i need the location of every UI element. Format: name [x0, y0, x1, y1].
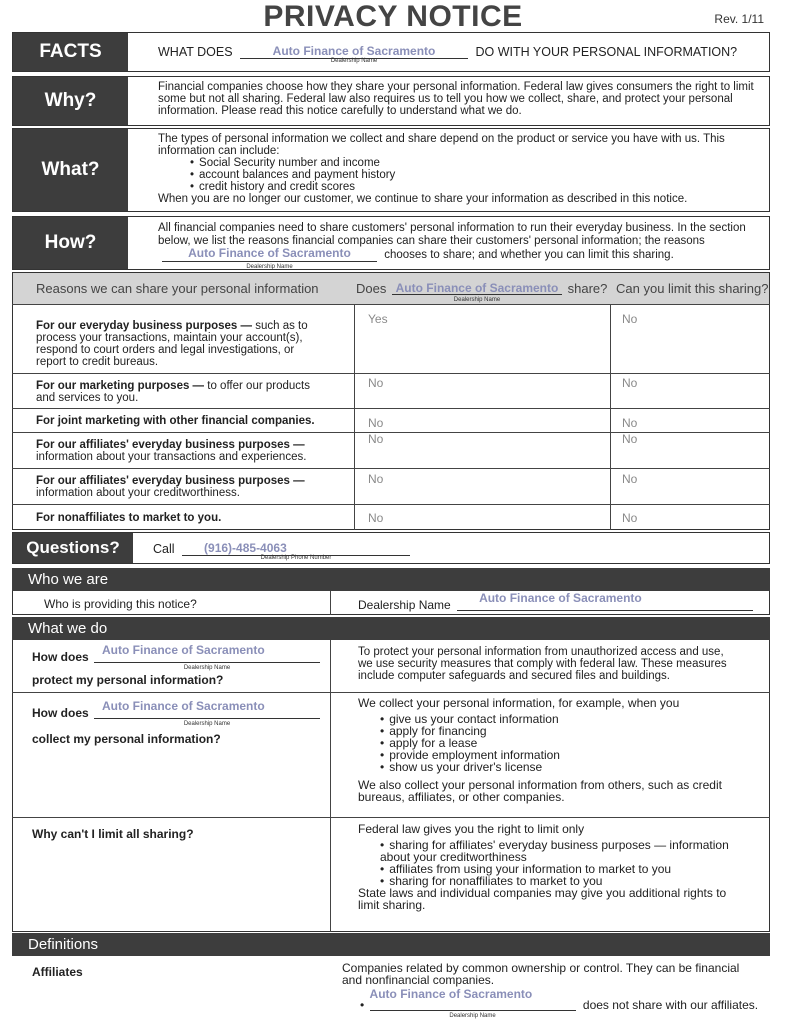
- reason-row-2: [36, 380, 326, 404]
- limit-answer: No: [622, 472, 638, 486]
- limit-answer: No: [622, 376, 638, 390]
- collect-item: • give us your contact information: [380, 713, 748, 725]
- collect-intro: We collect your personal information, for example, when you: [358, 696, 680, 710]
- why-header: Why?: [13, 77, 128, 125]
- who-answer-label: Dealership Name: [358, 598, 451, 612]
- row-divider: [12, 817, 770, 818]
- reasons-col2-header: [356, 281, 608, 303]
- reason-rest: information about your transactions and experiences.: [36, 451, 307, 463]
- share-answer: No: [368, 472, 384, 486]
- definition-term: Affiliates: [32, 965, 83, 979]
- share-answer: No: [368, 416, 384, 430]
- collect-question: [32, 699, 320, 727]
- row-divider: [12, 304, 770, 305]
- limit-item: • affiliates from using your information to market to you: [380, 863, 748, 875]
- reasons-col3-header: Can you limit this sharing?: [616, 281, 769, 296]
- phone-caption: Dealership Phone Number: [260, 555, 332, 561]
- reason-rest: information about your creditworthiness.: [36, 487, 240, 499]
- col2-dealer-caption: Dealership Name: [453, 297, 501, 303]
- limit-answer: No: [622, 432, 638, 446]
- how-text1: All financial companies need to share customers' personal information to run their everyday business. In the section below, we list the reasons financial companies can share their customers' personal information; the reasons: [158, 222, 746, 247]
- who-divider: [330, 591, 331, 615]
- table-divider: [354, 305, 355, 530]
- what-list: [158, 157, 757, 193]
- collect-answer: [358, 697, 748, 803]
- row-divider: [12, 504, 770, 505]
- questions-box: [12, 532, 770, 564]
- share-answer: No: [368, 511, 384, 525]
- collect-item: • apply for financing: [380, 725, 748, 737]
- reason-bold: For our marketing purposes —: [36, 380, 205, 392]
- what-header: What?: [13, 129, 128, 211]
- share-answer: No: [368, 432, 384, 446]
- collect-item: • show us your driver's license: [380, 761, 748, 773]
- facts-text-before: WHAT DOES: [158, 45, 233, 59]
- whatwedo-divider: [330, 640, 331, 932]
- reasons-col1-header: Reasons we can share your personal information: [36, 281, 319, 296]
- row-divider: [12, 692, 770, 693]
- col2-before: Does: [356, 281, 387, 296]
- limit-answer: No: [622, 312, 638, 326]
- who-answer: [358, 591, 753, 612]
- facts-dealer-caption: Dealership Name: [330, 58, 378, 64]
- facts-text-after: DO WITH YOUR PERSONAL INFORMATION?: [475, 45, 738, 59]
- how-body: [158, 222, 757, 270]
- row-divider: [12, 468, 770, 469]
- reason-rest: such as to process your transactions, maintain your account(s), respond to court orders and legal investigations, or report to credit bureaus.: [36, 320, 308, 368]
- what-outro: When you are no longer our customer, we continue to share your information as described in this notice.: [158, 193, 688, 205]
- limit-answer: No: [622, 416, 638, 430]
- reason-row-5: [36, 475, 336, 499]
- protect-q2: protect my personal information?: [32, 673, 224, 687]
- how-text2: chooses to share; and whether you can limit this sharing.: [384, 249, 674, 261]
- table-divider: [610, 305, 611, 530]
- share-answer: Yes: [368, 312, 388, 326]
- reason-bold: For our everyday business purposes —: [36, 320, 253, 332]
- collect-item: • apply for a lease: [380, 737, 748, 749]
- phone-number: (916)-485-4063: [204, 541, 287, 555]
- what-box: [12, 128, 770, 212]
- reason-row-6: [36, 512, 336, 524]
- what-intro: The types of personal information we collect and share depend on the product or service you have with us. This information can include:: [158, 133, 725, 157]
- row-divider: [12, 408, 770, 409]
- definition-text: Companies related by common ownership or control. They can be financial and nonfinancial companies.: [342, 961, 740, 987]
- why-text: Financial companies choose how they share your personal information. Federal law gives consumers the right to limit some but not all sharing. Federal law also requires us to tell you how we collect, share, and protect your personal information. Please read this notice carefully to understand what we do.: [158, 81, 754, 117]
- how-dealer-caption: Dealership Name: [246, 263, 293, 270]
- page-title: PRIVACY NOTICE: [263, 0, 523, 33]
- how-header: How?: [13, 217, 128, 269]
- reason-row-4: [36, 439, 336, 463]
- revision-label: Rev. 1/11: [714, 12, 764, 26]
- who-dealer-field: [457, 591, 753, 611]
- limit-item: • sharing for nonaffiliates to market to you: [380, 875, 748, 887]
- definitions-band: Definitions: [12, 933, 770, 956]
- limit-list: [358, 839, 748, 887]
- collect-list: [358, 713, 748, 773]
- bullet: •: [360, 998, 365, 1012]
- who-dealer: Auto Finance of Sacramento: [479, 591, 642, 605]
- what-body: [158, 133, 757, 205]
- collect-caption: Dealership Name: [183, 721, 231, 727]
- reason-bold: For our affiliates' everyday business purposes —: [36, 475, 305, 487]
- questions-header: Questions?: [13, 533, 133, 563]
- protect-answer: To protect your personal information from unauthorized access and use, we use security measures that comply with federal law. These measures include computer safeguards and secured files and buildings.: [358, 646, 727, 682]
- definition-dealer: Auto Finance of Sacramento: [369, 987, 533, 1001]
- row-divider: [12, 432, 770, 433]
- questions-call: Call: [153, 542, 175, 556]
- protect-dealer: Auto Finance of Sacramento: [102, 643, 265, 657]
- col2-after: share?: [567, 281, 608, 296]
- reason-bold: For our affiliates' everyday business purposes —: [36, 439, 305, 451]
- what-we-do-band: What we do: [12, 617, 770, 640]
- what-item: • account balances and payment history: [190, 169, 757, 181]
- reason-rest: to offer our products and services to you.: [36, 380, 310, 404]
- reason-bold: For nonaffiliates to market to you.: [36, 512, 222, 524]
- definition-dealer-field: [369, 987, 576, 1019]
- row-divider: [12, 373, 770, 374]
- how-dealer-field: [162, 246, 377, 270]
- definition-after: does not share with our affiliates.: [582, 998, 759, 1012]
- definition-affiliates: [360, 987, 759, 1019]
- col2-dealer-field: [392, 281, 562, 303]
- limit-outro: State laws and individual companies may give you additional rights to limit sharing.: [358, 886, 727, 912]
- collect-q1: How does: [32, 706, 89, 720]
- protect-dealer-field: [94, 643, 320, 671]
- protect-question: [32, 643, 320, 671]
- how-dealer: Auto Finance of Sacramento: [188, 246, 351, 260]
- reason-bold: For joint marketing with other financial companies.: [36, 415, 315, 427]
- limit-intro: Federal law gives you the right to limit only: [358, 822, 585, 836]
- reason-row-3: [36, 415, 336, 427]
- col2-dealer: Auto Finance of Sacramento: [395, 281, 559, 295]
- what-item: • Social Security number and income: [190, 157, 757, 169]
- who-we-are-band: Who we are: [12, 568, 770, 591]
- facts-header: FACTS: [13, 33, 128, 71]
- facts-body: [158, 44, 757, 64]
- limit-item: • sharing for affiliates' everyday business purposes — information about your creditworthiness: [380, 839, 748, 863]
- facts-dealer-field: [240, 44, 468, 64]
- phone-field: [182, 541, 410, 561]
- facts-box: [12, 32, 770, 72]
- why-box: [12, 76, 770, 126]
- collect-q2: collect my personal information?: [32, 732, 221, 746]
- collect-dealer: Auto Finance of Sacramento: [102, 699, 265, 713]
- collect-outro: We also collect your personal information from others, such as credit bureaus, affiliates, or other companies.: [358, 778, 722, 804]
- limit-answer: No: [622, 511, 638, 525]
- reason-row-1: [36, 320, 326, 368]
- collect-dealer-field: [94, 699, 320, 727]
- collect-item: • provide employment information: [380, 749, 748, 761]
- who-question: Who is providing this notice?: [44, 597, 197, 611]
- questions-body: [153, 541, 757, 561]
- what-item: • credit history and credit scores: [190, 181, 757, 193]
- definition-caption: Dealership Name: [449, 1013, 496, 1019]
- limit-question: Why can't I limit all sharing?: [32, 827, 194, 841]
- share-answer: No: [368, 376, 384, 390]
- protect-caption: Dealership Name: [183, 665, 231, 671]
- facts-dealer: Auto Finance of Sacramento: [272, 44, 436, 58]
- limit-answer-block: [358, 823, 748, 911]
- protect-q1: How does: [32, 650, 89, 664]
- how-box: [12, 216, 770, 270]
